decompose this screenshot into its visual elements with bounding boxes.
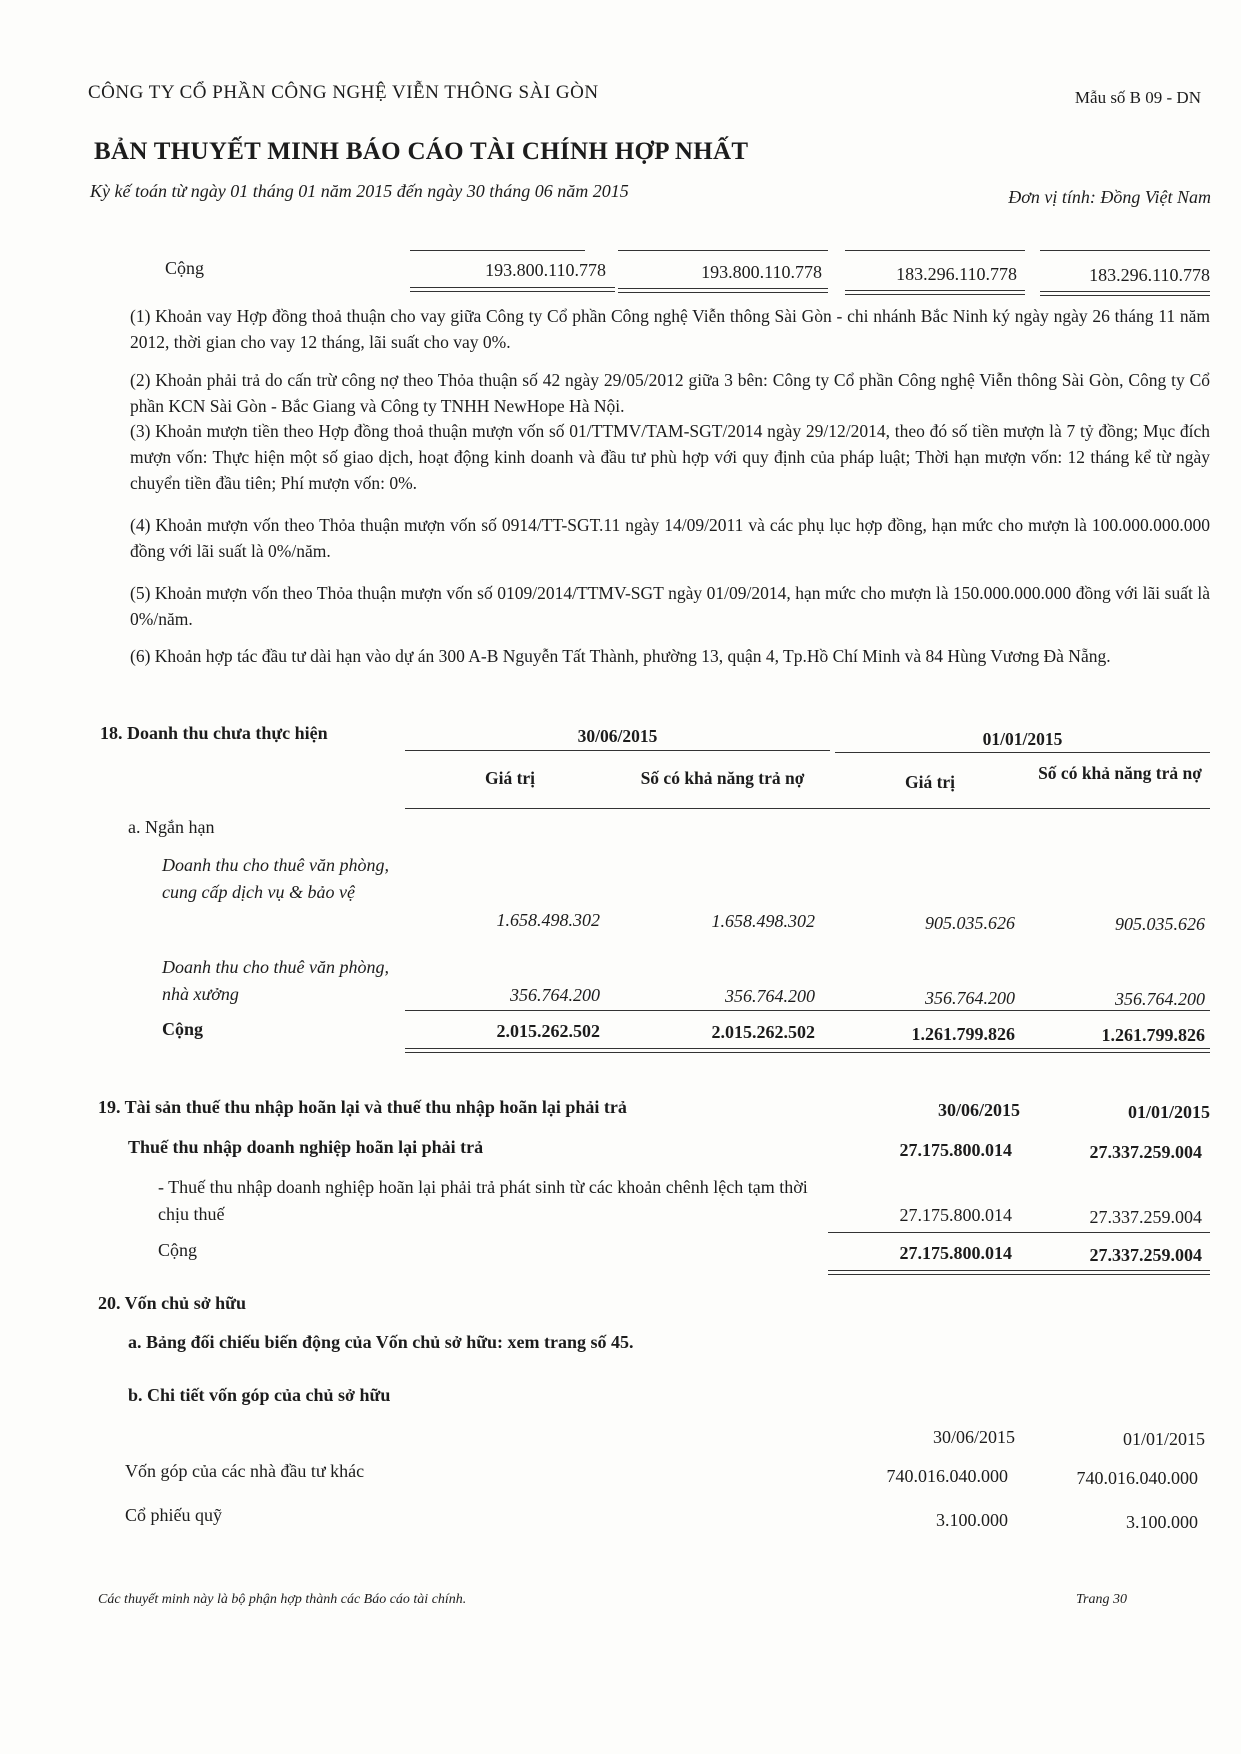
currency-unit: Đơn vị tính: Đồng Việt Nam <box>1008 187 1211 207</box>
top-total-value-3: 183.296.110.778 <box>896 264 1017 284</box>
s19-total-value-1: 27.175.800.014 <box>899 1243 1012 1263</box>
top-total-label: Cộng <box>165 258 205 278</box>
s18-col-payable-2: Số có khả năng trả nợ <box>1038 763 1202 783</box>
note-5: (5) Khoản mượn vốn theo Thỏa thuận mượn vốn số 0109/2014/TTMV-SGT ngày 01/09/2014, hạn mức cho mượn là 150.000.000.000 đồng với lãi suất là 0%/năm. <box>130 583 1210 629</box>
s20-item-a: a. Bảng đối chiếu biến động của Vốn chủ sở hữu: xem trang số 45. <box>128 1332 634 1352</box>
s19-row-2-value-2: 27.337.259.004 <box>1089 1207 1202 1227</box>
section-18-title: 18. Doanh thu chưa thực hiện <box>100 723 328 743</box>
note-3: (3) Khoản mượn tiền theo Hợp đồng thoả thuận mượn vốn số 01/TTMV/TAM-SGT/2014 ngày 29/12/2014, theo đó số tiền mượn là 7 tỷ đồng; Mục đích mượn vốn: Thực hiện một số giao dịch, hoạt động kinh doanh và đầu tư phù hợp với quy định của pháp luật; Thời hạn mượn vốn: 12 tháng kể từ ngày chuyển tiền đầu tiên; Phí mượn vốn: 0%. <box>130 421 1210 493</box>
double-rule <box>845 290 1025 295</box>
double-rule <box>405 1048 1210 1053</box>
s19-date-1: 30/06/2015 <box>937 1100 1020 1120</box>
company-name: CÔNG TY CỔ PHẦN CÔNG NGHỆ VIỄN THÔNG SÀI GÒN <box>88 82 599 103</box>
s18-subheading: a. Ngắn hạn <box>128 817 215 837</box>
s19-row-1-label: Thuế thu nhập doanh nghiệp hoãn lại phải trả <box>128 1137 484 1157</box>
s19-date-2: 01/01/2015 <box>1127 1102 1210 1122</box>
s18-row-1-value-2: 1.658.498.302 <box>711 911 815 931</box>
s18-row-2-value-3: 356.764.200 <box>925 988 1015 1008</box>
s20-row-2-value-1: 3.100.000 <box>936 1510 1008 1530</box>
s20-row-1-value-1: 740.016.040.000 <box>886 1466 1008 1486</box>
footer-note: Các thuyết minh này là bộ phận hợp thành các Báo cáo tài chính. <box>98 1592 467 1607</box>
s18-col-value-2: Giá trị <box>904 772 956 792</box>
s20-row-1-label: Vốn góp của các nhà đầu tư khác <box>125 1461 365 1481</box>
s18-total-label: Cộng <box>162 1019 204 1039</box>
note-6: (6) Khoản hợp tác đầu tư dài hạn vào dự án 300 A-B Nguyễn Tất Thành, phường 13, quận 4, Tp.Hồ Chí Minh và 84 Hùng Vương Đà Nẵng. <box>130 646 1111 666</box>
rule <box>410 250 585 251</box>
s19-total-label: Cộng <box>158 1240 198 1260</box>
double-rule <box>410 287 615 292</box>
note-1: (1) Khoản vay Hợp đồng thoả thuận cho vay giữa Công ty Cổ phần Công nghệ Viễn thông Sài Gòn - chi nhánh Bắc Ninh ký ngày ngày 26 tháng 11 năm 2012, thời gian cho vay 12 tháng, lãi suất cho vay 0%. <box>130 306 1210 352</box>
s19-row-1-value-1: 27.175.800.014 <box>899 1140 1012 1160</box>
s18-row-2-value-2: 356.764.200 <box>725 986 815 1006</box>
s19-row-2-value-1: 27.175.800.014 <box>899 1205 1012 1225</box>
rule <box>845 250 1025 251</box>
rule <box>405 808 1210 809</box>
s18-total-value-1: 2.015.262.502 <box>496 1021 600 1041</box>
s20-row-1-value-2: 740.016.040.000 <box>1076 1468 1198 1488</box>
form-number: Mẫu số B 09 - DN <box>1074 88 1201 107</box>
s18-col-value-1: Giá trị <box>484 768 536 788</box>
double-rule <box>618 288 828 293</box>
s19-total-value-2: 27.337.259.004 <box>1089 1245 1202 1265</box>
s18-total-value-4: 1.261.799.826 <box>1101 1025 1205 1045</box>
s19-row-2-label: - Thuế thu nhập doanh nghiệp hoãn lại phải trả phát sinh từ các khoản chênh lệch tạm thời chịu thuế <box>158 1177 808 1224</box>
s19-row-1-value-2: 27.337.259.004 <box>1089 1142 1202 1162</box>
s18-row-1-value-4: 905.035.626 <box>1115 914 1205 934</box>
s18-col-payable-1: Số có khả năng trả nợ <box>640 768 805 788</box>
s18-row-2-value-4: 356.764.200 <box>1115 989 1205 1009</box>
s20-item-b: b. Chi tiết vốn góp của chủ sở hữu <box>128 1385 391 1405</box>
rule <box>1040 250 1210 251</box>
document-title: BẢN THUYẾT MINH BÁO CÁO TÀI CHÍNH HỢP NHẤT <box>94 138 749 165</box>
rule <box>405 1010 1210 1011</box>
s18-row-2-value-1: 356.764.200 <box>510 985 600 1005</box>
double-rule <box>828 1270 1210 1275</box>
s18-total-value-2: 2.015.262.502 <box>711 1022 815 1042</box>
section-19-title: 19. Tài sản thuế thu nhập hoãn lại và thuế thu nhập hoãn lại phải trả <box>98 1097 627 1117</box>
s18-row-1-value-1: 1.658.498.302 <box>496 910 600 930</box>
rule <box>835 752 1210 753</box>
s18-date-1: 30/06/2015 <box>577 726 658 746</box>
s18-row-2-label: Doanh thu cho thuê văn phòng, nhà xưởng <box>162 957 389 1004</box>
note-2: (2) Khoản phải trả do cấn trừ công nợ theo Thỏa thuận số 42 ngày 29/05/2012 giữa 3 bên: Công ty Cổ phần Công nghệ Viễn thông Sài Gòn, Công ty Cổ phần KCN Sài Gòn - Bắc Giang và Công ty TNHH NewHope Hà Nội. <box>130 370 1210 416</box>
s18-row-1-value-3: 905.035.626 <box>925 913 1015 933</box>
page-number: Trang 30 <box>1076 1592 1127 1607</box>
top-total-value-1: 193.800.110.778 <box>485 260 606 280</box>
s20-date-2: 01/01/2015 <box>1122 1429 1205 1449</box>
s20-row-2-label: Cổ phiếu quỹ <box>125 1505 222 1525</box>
top-total-value-4: 183.296.110.778 <box>1089 265 1210 285</box>
s18-date-2: 01/01/2015 <box>982 729 1063 749</box>
rule <box>828 1232 1210 1233</box>
s20-date-1: 30/06/2015 <box>932 1427 1015 1447</box>
s18-total-value-3: 1.261.799.826 <box>911 1024 1015 1044</box>
top-total-value-2: 193.800.110.778 <box>701 262 822 282</box>
reporting-period: Kỳ kế toán từ ngày 01 tháng 01 năm 2015 đến ngày 30 tháng 06 năm 2015 <box>90 181 629 201</box>
s18-row-1-label: Doanh thu cho thuê văn phòng, cung cấp dịch vụ & bảo vệ <box>162 855 389 902</box>
s20-row-2-value-2: 3.100.000 <box>1126 1512 1198 1532</box>
rule <box>618 250 828 251</box>
section-20-title: 20. Vốn chủ sở hữu <box>98 1293 246 1313</box>
note-4: (4) Khoản mượn vốn theo Thỏa thuận mượn vốn số 0914/TT-SGT.11 ngày 14/09/2011 và các phụ lục hợp đồng, hạn mức cho mượn là 100.000.000.000 đồng với lãi suất là 0%/năm. <box>130 515 1210 561</box>
rule <box>405 750 830 751</box>
double-rule <box>1040 291 1210 296</box>
